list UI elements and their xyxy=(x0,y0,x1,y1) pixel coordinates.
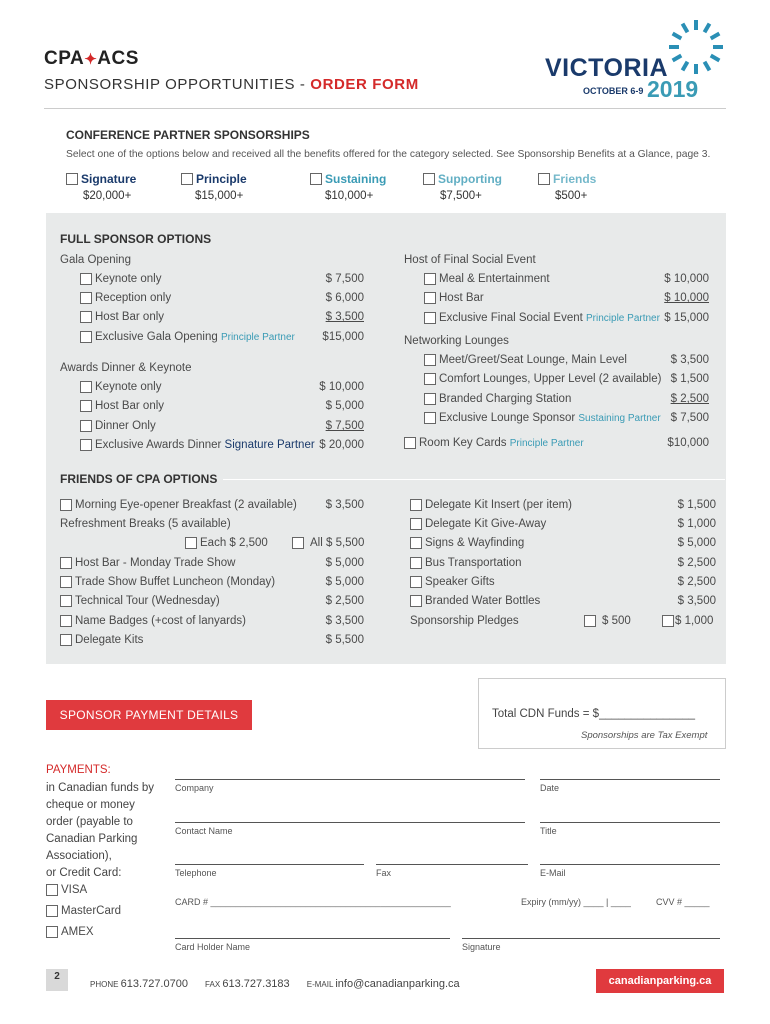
title-field[interactable] xyxy=(540,822,720,823)
checkbox[interactable] xyxy=(410,537,422,549)
tax-note: Sponsorships are Tax Exempt xyxy=(581,730,708,741)
email-link[interactable]: info@canadianparking.ca xyxy=(335,978,460,990)
company-field[interactable] xyxy=(175,779,525,780)
checkbox[interactable] xyxy=(424,412,436,424)
checkbox[interactable] xyxy=(80,311,92,323)
roomkey[interactable]: Room Key Cards Principle Partner xyxy=(404,437,584,449)
checkbox[interactable] xyxy=(60,595,72,607)
friends-pledges: Sponsorship Pledges xyxy=(410,615,519,627)
full-options-heading: FULL SPONSOR OPTIONS xyxy=(60,232,212,246)
checkbox[interactable] xyxy=(424,292,436,304)
checkbox[interactable] xyxy=(46,884,58,896)
awards-keynote[interactable]: Keynote only xyxy=(80,381,162,393)
checkbox[interactable] xyxy=(80,331,92,343)
friends-heading: FRIENDS OF CPA OPTIONS xyxy=(60,472,725,486)
checkbox[interactable] xyxy=(80,420,92,432)
checkbox[interactable] xyxy=(60,557,72,569)
divider xyxy=(223,479,725,480)
checkbox[interactable] xyxy=(410,557,422,569)
awards-hostbar[interactable]: Host Bar only xyxy=(80,400,164,412)
page-title: SPONSORSHIP OPPORTUNITIES - ORDER FORM xyxy=(44,76,419,93)
checkbox[interactable] xyxy=(80,273,92,285)
pledge-1000[interactable]: $ 1,000 xyxy=(662,615,713,627)
checkbox[interactable] xyxy=(292,537,304,549)
tier-friends[interactable]: Friends $500+ xyxy=(538,170,596,202)
telephone-field[interactable] xyxy=(175,864,364,865)
payments-text: in Canadian funds by cheque or money order (payable to Canadian Parking Association), or Credit Card: xyxy=(46,782,155,879)
network-title: Networking Lounges xyxy=(404,335,509,347)
checkbox[interactable] xyxy=(424,393,436,405)
total-input[interactable]: $_______________ xyxy=(592,708,696,720)
friends-breaks-all[interactable]: All $ 5,500 xyxy=(292,537,364,549)
friends-badges[interactable]: Name Badges (+cost of lanyards) xyxy=(60,615,246,627)
checkbox[interactable] xyxy=(423,173,435,185)
checkbox[interactable] xyxy=(60,576,72,588)
checkbox[interactable] xyxy=(46,905,58,917)
method-amex[interactable]: AMEX xyxy=(46,926,94,938)
checkbox[interactable] xyxy=(662,615,674,627)
cvv-field[interactable]: CVV # _____ xyxy=(656,897,710,907)
tier-signature[interactable]: Signature $20,000+ xyxy=(66,170,136,202)
friends-breakfast[interactable]: Morning Eye-opener Breakfast (2 available) xyxy=(60,499,297,511)
friends-hostbar[interactable]: Host Bar - Monday Trade Show xyxy=(60,557,235,569)
checkbox[interactable] xyxy=(584,615,596,627)
sun-burst-icon xyxy=(667,18,725,76)
tier-principle[interactable]: Principle $15,000+ xyxy=(181,170,247,202)
friends-breaks: Refreshment Breaks (5 available) xyxy=(60,518,231,530)
final-title: Host of Final Social Event xyxy=(404,254,536,266)
total-label: Total CDN Funds = $_______________ xyxy=(492,708,696,720)
header-rule xyxy=(44,108,726,109)
maple-leaf-icon: ✦ xyxy=(84,51,98,68)
gala-hostbar[interactable]: Host Bar only xyxy=(80,311,164,323)
email-field[interactable] xyxy=(540,864,720,865)
footer-contact: PHONE 613.727.0700 FAX 613.727.3183 E-MAIL info@canadianparking.ca xyxy=(90,978,460,990)
final-exclusive[interactable]: Exclusive Final Social Event Principle Partner xyxy=(424,312,660,324)
cpa-logo: CPA✦ACS xyxy=(44,48,139,69)
friends-giveaway[interactable]: Delegate Kit Give-Away xyxy=(410,518,546,530)
friends-tour[interactable]: Technical Tour (Wednesday) xyxy=(60,595,220,607)
checkbox[interactable] xyxy=(185,537,197,549)
method-visa[interactable]: VISA xyxy=(46,884,87,896)
fax-field[interactable] xyxy=(376,864,528,865)
checkbox[interactable] xyxy=(424,312,436,324)
checkbox[interactable] xyxy=(424,273,436,285)
expiry-field[interactable]: Expiry (mm/yy) ____ | ____ xyxy=(521,897,631,907)
friends-gifts[interactable]: Speaker Gifts xyxy=(410,576,495,588)
checkbox[interactable] xyxy=(538,173,550,185)
victoria-logo: VICTORIA OCTOBER 6-9 2019 xyxy=(545,18,725,108)
friends-bottles[interactable]: Branded Water Bottles xyxy=(410,595,540,607)
gala-title: Gala Opening xyxy=(60,254,131,266)
method-mastercard[interactable]: MasterCard xyxy=(46,905,121,917)
checkbox[interactable] xyxy=(410,576,422,588)
pledge-500[interactable]: $ 500 xyxy=(584,615,631,627)
tier-supporting[interactable]: Supporting $7,500+ xyxy=(423,170,502,202)
friends-buffet[interactable]: Trade Show Buffet Luncheon (Monday) xyxy=(60,576,275,588)
signature-field[interactable] xyxy=(462,938,720,939)
awards-title: Awards Dinner & Keynote xyxy=(60,362,192,374)
checkbox[interactable] xyxy=(80,439,92,451)
checkbox[interactable] xyxy=(410,518,422,530)
partner-instructions: Select one of the options below and received all the benefits offered for the category selected. See Sponsorship Benefits at a Glance, page 3. xyxy=(66,149,711,160)
checkbox[interactable] xyxy=(410,595,422,607)
checkbox[interactable] xyxy=(60,615,72,627)
network-comfort[interactable]: Comfort Lounges, Upper Level (2 available) xyxy=(424,373,661,385)
checkbox[interactable] xyxy=(181,173,193,185)
checkbox[interactable] xyxy=(310,173,322,185)
gala-exclusive[interactable]: Exclusive Gala Opening Principle Partner xyxy=(80,331,295,343)
checkbox[interactable] xyxy=(404,437,416,449)
awards-exclusive[interactable]: Exclusive Awards Dinner Signature Partner xyxy=(80,439,315,451)
checkbox[interactable] xyxy=(80,292,92,304)
date-field[interactable] xyxy=(540,779,720,780)
checkbox[interactable] xyxy=(60,499,72,511)
contact-field[interactable] xyxy=(175,822,525,823)
website-badge[interactable]: canadianparking.ca xyxy=(596,969,724,993)
cardholder-field[interactable] xyxy=(175,938,450,939)
tier-sustaining[interactable]: Sustaining $10,000+ xyxy=(310,170,386,202)
checkbox[interactable] xyxy=(410,499,422,511)
checkbox[interactable] xyxy=(66,173,78,185)
payment-details-banner: SPONSOR PAYMENT DETAILS xyxy=(46,700,252,730)
gala-keynote[interactable]: Keynote only xyxy=(80,273,162,285)
final-hostbar[interactable]: Host Bar xyxy=(424,292,484,304)
checkbox[interactable] xyxy=(46,926,58,938)
network-exclusive[interactable]: Exclusive Lounge Sponsor Sustaining Partner xyxy=(424,412,661,424)
checkbox[interactable] xyxy=(60,634,72,646)
friends-insert[interactable]: Delegate Kit Insert (per item) xyxy=(410,499,572,511)
partner-heading: CONFERENCE PARTNER SPONSORSHIPS xyxy=(66,128,310,142)
checkbox[interactable] xyxy=(80,381,92,393)
payments-heading: PAYMENTS: xyxy=(46,764,111,776)
final-meal[interactable]: Meal & Entertainment xyxy=(424,273,550,285)
page-number: 2 xyxy=(46,969,68,991)
checkbox[interactable] xyxy=(424,354,436,366)
network-meet[interactable]: Meet/Greet/Seat Lounge, Main Level xyxy=(424,354,627,366)
awards-dinner[interactable]: Dinner Only xyxy=(80,420,156,432)
friends-bus[interactable]: Bus Transportation xyxy=(410,557,522,569)
card-field[interactable]: CARD # ________________________________________________ xyxy=(175,897,451,907)
network-charging[interactable]: Branded Charging Station xyxy=(424,393,571,405)
friends-signs[interactable]: Signs & Wayfinding xyxy=(410,537,524,549)
checkbox[interactable] xyxy=(80,400,92,412)
friends-kits[interactable]: Delegate Kits xyxy=(60,634,143,646)
checkbox[interactable] xyxy=(424,373,436,385)
gala-reception[interactable]: Reception only xyxy=(80,292,171,304)
friends-breaks-each[interactable]: Each $ 2,500 xyxy=(185,537,268,549)
